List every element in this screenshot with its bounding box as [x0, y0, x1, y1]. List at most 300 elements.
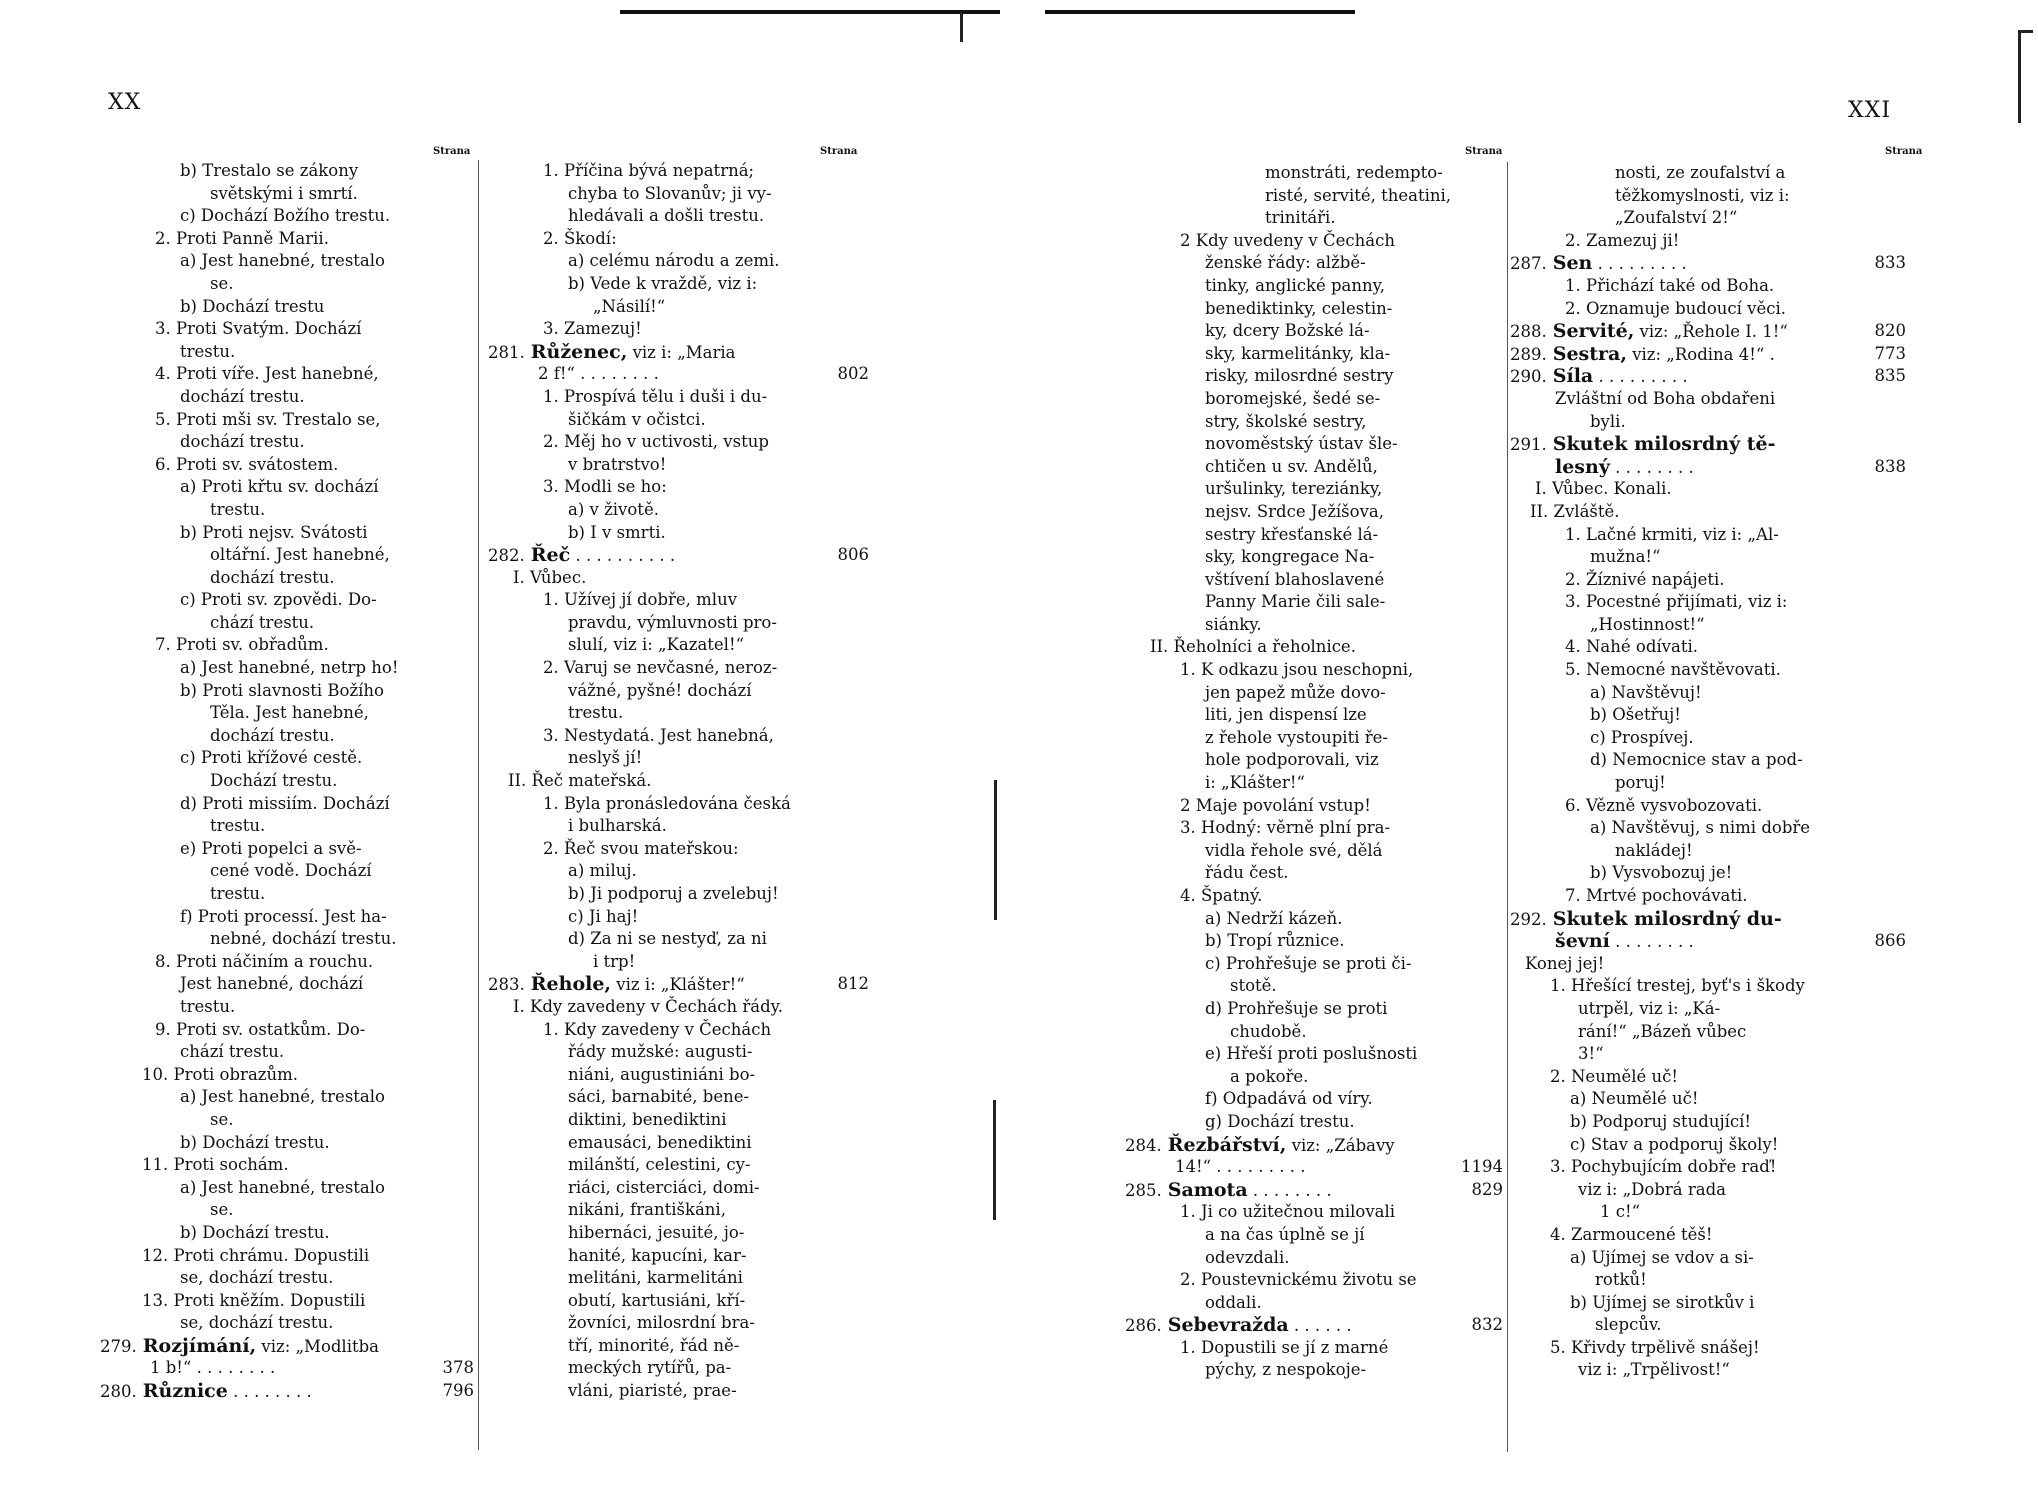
- page-reference: 820: [1874, 321, 1906, 341]
- entry-text: viz: „Řehole I. 1!“: [1634, 322, 1788, 342]
- entry-text: 3. Zamezuj!: [543, 319, 642, 339]
- entry-text: „Násilí!“: [593, 296, 666, 316]
- entry-text: v bratrstvo!: [568, 454, 667, 474]
- index-line: [1510, 975, 1910, 998]
- entry-text: 7. Proti sv. obřadům.: [155, 635, 329, 655]
- gutter-mark-lower: [993, 1100, 996, 1220]
- entry-text: odevzdali.: [1205, 1247, 1290, 1267]
- index-line: [1125, 162, 1507, 185]
- entry-headword: Řehole,: [530, 973, 612, 996]
- entry-text: dochází trestu.: [210, 567, 335, 587]
- entry-text: Panny Marie čili sale-: [1205, 592, 1386, 612]
- entry-text: 2. Škodí:: [543, 228, 617, 248]
- index-line: [100, 296, 478, 319]
- entry-text: monstráti, redempto-: [1265, 163, 1443, 182]
- index-line: [488, 409, 873, 432]
- entry-text: 1. Užívej jí dobře, mluv: [543, 590, 738, 610]
- entry-number: 279.: [100, 1336, 137, 1356]
- index-line: [1510, 524, 1910, 547]
- entry-text: sky, karmelitánky, kla-: [1205, 343, 1391, 363]
- index-line: [1125, 1201, 1507, 1224]
- entry-text: chyba to Slovanův; ji vy-: [568, 183, 772, 203]
- entry-text: . . . . . . . . .: [1593, 367, 1688, 387]
- entry-text: těžkomyslnosti, viz i:: [1615, 185, 1790, 205]
- index-line: [1510, 682, 1910, 705]
- index-line: [1510, 1066, 1910, 1089]
- entry-text: 2. Neumělé uč!: [1550, 1066, 1679, 1086]
- index-line: [1510, 230, 1910, 253]
- index-line: [100, 228, 478, 251]
- entry-text: se.: [210, 1109, 234, 1129]
- index-line: [100, 183, 478, 206]
- entry-number: 288.: [1510, 322, 1547, 342]
- index-line: [488, 1132, 873, 1155]
- entry-text: Konej jej!: [1525, 953, 1605, 973]
- index-line: [488, 544, 873, 567]
- entry-headword: Řezbářství,: [1167, 1133, 1287, 1156]
- index-line: [1125, 636, 1507, 659]
- entry-text: řády mužské: augusti-: [568, 1042, 753, 1062]
- index-line: [100, 1041, 478, 1064]
- index-line: [100, 160, 478, 183]
- index-line: [488, 386, 873, 409]
- entry-text: poruj!: [1615, 773, 1666, 793]
- entry-text: slepcův.: [1595, 1315, 1662, 1335]
- entry-text: „Zoufalství 2!“: [1615, 208, 1738, 228]
- index-line: [100, 476, 478, 499]
- index-line: [1125, 1021, 1507, 1044]
- entry-text: sky, kongregace Na-: [1205, 547, 1375, 567]
- index-line: [488, 883, 873, 906]
- index-line: [100, 747, 478, 770]
- entry-number: 280.: [100, 1382, 137, 1402]
- index-line: [1125, 998, 1507, 1021]
- index-line: [1510, 862, 1910, 885]
- index-line: [100, 431, 478, 454]
- page-reference: 802: [837, 364, 869, 384]
- entry-text: 5. Křivdy trpělivě snášej!: [1550, 1337, 1760, 1357]
- index-line: [488, 1357, 873, 1380]
- index-line: [488, 522, 873, 545]
- entry-number: 284.: [1125, 1135, 1162, 1155]
- index-line: [1510, 1043, 1910, 1066]
- entry-text: nebné, dochází trestu.: [210, 929, 397, 949]
- entry-text: nikáni, františkáni,: [568, 1200, 726, 1220]
- index-line: [100, 273, 478, 296]
- index-line: [100, 815, 478, 838]
- entry-text: viz i: „Dobrá rada: [1578, 1179, 1726, 1199]
- index-line: [1125, 1359, 1507, 1382]
- entry-text: se.: [210, 273, 234, 293]
- index-line: [488, 1177, 873, 1200]
- page-reference: 829: [1471, 1179, 1503, 1199]
- entry-text: 3. Nestydatá. Jest hanebná,: [543, 725, 774, 745]
- index-line: [100, 883, 478, 906]
- entry-text: žovníci, milosrdní bra-: [568, 1313, 755, 1333]
- entry-text: 1 c!“: [1600, 1202, 1641, 1222]
- index-line: [1125, 930, 1507, 953]
- entry-text: trestu.: [210, 816, 266, 836]
- index-line: [488, 996, 873, 1019]
- entry-text: 3. Proti Svatým. Dochází: [155, 319, 362, 339]
- index-line: [1510, 1021, 1910, 1044]
- index-line: [1510, 1314, 1910, 1337]
- index-line: [488, 1154, 873, 1177]
- index-line: [1125, 207, 1507, 230]
- index-line: [488, 273, 873, 296]
- entry-text: c) Prohřešuje se proti či-: [1205, 953, 1412, 973]
- page-reference: 866: [1874, 931, 1906, 951]
- index-line: [488, 205, 873, 228]
- index-line: [1125, 953, 1507, 976]
- entry-text: b) Ujímej se sirotkův i: [1570, 1292, 1755, 1312]
- index-line: [100, 318, 478, 341]
- index-line: [100, 1222, 478, 1245]
- index-line: [100, 522, 478, 545]
- entry-text: hanité, kapucíni, kar-: [568, 1245, 747, 1265]
- index-line: [100, 702, 478, 725]
- index-line: [488, 341, 873, 364]
- index-line: [1125, 908, 1507, 931]
- index-line: [1510, 365, 1910, 388]
- index-line: [1125, 433, 1507, 456]
- entry-text: se.: [210, 1200, 234, 1220]
- index-line: [100, 567, 478, 590]
- index-line: [100, 1154, 478, 1177]
- index-line: [488, 612, 873, 635]
- entry-text: 1. Příčina bývá nepatrná;: [543, 161, 755, 180]
- entry-text: 1. Kdy zavedeny v Čechách: [543, 1019, 772, 1039]
- index-line: [1125, 862, 1507, 885]
- index-line: [100, 499, 478, 522]
- page-reference: 796: [442, 1381, 474, 1401]
- index-line: [1125, 1314, 1507, 1337]
- page-reference: 832: [1471, 1315, 1503, 1335]
- entry-text: 13. Proti kněžím. Dopustili: [142, 1290, 366, 1310]
- entry-text: 4. Nahé odívati.: [1565, 637, 1698, 657]
- page-reference: 833: [1874, 253, 1906, 273]
- index-line: [1510, 1292, 1910, 1315]
- index-line: [1125, 772, 1507, 795]
- index-line: [1510, 636, 1910, 659]
- index-line: [100, 725, 478, 748]
- index-line: [1125, 388, 1507, 411]
- entry-text: emausáci, benediktini: [568, 1132, 752, 1152]
- entry-text: viz: „Modlitba: [256, 1336, 380, 1356]
- index-line: [488, 1245, 873, 1268]
- entry-text: 1. Lačné krmiti, viz i: „Al-: [1565, 524, 1779, 544]
- entry-number: 290.: [1510, 367, 1547, 387]
- entry-text: . . . . . . . .: [1247, 1180, 1332, 1200]
- entry-text: b) Ošetřuj!: [1590, 705, 1681, 725]
- entry-text: 2. Varuj se nevčasné, neroz-: [543, 658, 778, 678]
- entry-number: 289.: [1510, 344, 1547, 364]
- entry-text: Dochází trestu.: [210, 771, 338, 791]
- entry-text: dochází trestu.: [210, 725, 335, 745]
- index-line: [1510, 433, 1910, 456]
- entry-text: 1. Hřešící trestej, byť's i škody: [1550, 976, 1805, 996]
- index-line: [100, 589, 478, 612]
- index-line: [100, 1380, 478, 1403]
- entry-text: ky, dcery Božské lá-: [1205, 321, 1370, 341]
- entry-text: 4. Proti víře. Jest hanebné,: [155, 364, 379, 384]
- page-corner-mark: [2018, 30, 2033, 123]
- entry-headword: Sebevražda: [1167, 1314, 1289, 1337]
- entry-text: risky, milosrdné sestry: [1205, 366, 1394, 386]
- entry-text: a pokoře.: [1230, 1066, 1309, 1086]
- entry-text: rotků!: [1595, 1270, 1647, 1290]
- entry-number: 282.: [488, 546, 525, 566]
- index-line: [100, 928, 478, 951]
- entry-text: 8. Proti náčiním a rouchu.: [155, 951, 374, 971]
- index-column-1: [100, 160, 479, 1450]
- entry-headword: Různice: [142, 1380, 228, 1403]
- page-reference: 838: [1874, 456, 1906, 476]
- index-line: [1125, 343, 1507, 366]
- entry-text: tří, minorité, řád ně-: [568, 1335, 740, 1355]
- entry-headword: lesný: [1555, 455, 1610, 478]
- index-line: [1125, 252, 1507, 275]
- page-reference: 812: [837, 974, 869, 994]
- entry-text: 1. Dopustili se jí z marné: [1180, 1337, 1389, 1357]
- index-line: [100, 1177, 478, 1200]
- entry-text: 7. Mrtvé pochovávati.: [1565, 886, 1748, 905]
- index-line: [100, 1357, 478, 1380]
- entry-headword: Sen: [1552, 252, 1593, 275]
- entry-number: 287.: [1510, 254, 1547, 274]
- entry-text: rání!“ „Bázeň vůbec: [1578, 1021, 1747, 1041]
- strana-label-col1: Strana: [433, 146, 471, 157]
- index-line: [488, 725, 873, 748]
- index-line: [1125, 1111, 1507, 1134]
- entry-text: chudobě.: [1230, 1021, 1307, 1041]
- entry-text: a) Jest hanebné, trestalo: [180, 1177, 385, 1197]
- index-line: [1510, 1088, 1910, 1111]
- index-line: [1510, 614, 1910, 637]
- entry-text: viz i: „Klášter!“: [611, 975, 745, 995]
- entry-text: chází trestu.: [210, 612, 315, 632]
- entry-text: a) miluj.: [568, 861, 637, 881]
- index-line: [100, 409, 478, 432]
- index-line: [1510, 1179, 1910, 1202]
- index-line: [1125, 614, 1507, 637]
- entry-text: II. Zvláště.: [1530, 501, 1620, 521]
- index-line: [488, 1109, 873, 1132]
- entry-text: f) Odpadává od víry.: [1205, 1089, 1373, 1109]
- index-line: [1510, 569, 1910, 592]
- entry-text: 2. Řeč svou mateřskou:: [543, 838, 739, 858]
- entry-text: chází trestu.: [180, 1042, 285, 1062]
- entry-text: 1. Přichází také od Boha.: [1565, 275, 1775, 295]
- index-line: [100, 1109, 478, 1132]
- entry-text: byli.: [1590, 411, 1626, 431]
- index-line: [1510, 1359, 1910, 1382]
- index-line: [1125, 659, 1507, 682]
- index-line: [100, 860, 478, 883]
- entry-text: viz i: „Maria: [627, 342, 736, 362]
- index-line: [100, 680, 478, 703]
- entry-text: b) Ji podporuj a zvelebuj!: [568, 884, 779, 903]
- entry-text: hibernáci, jesuité, jo-: [568, 1222, 745, 1242]
- index-line: [1510, 1201, 1910, 1224]
- entry-text: d) Proti missiím. Dochází: [180, 793, 390, 813]
- entry-text: risté, servité, theatini,: [1265, 185, 1452, 205]
- entry-text: 11. Proti sochám.: [142, 1155, 289, 1175]
- entry-text: b) Podporuj studující!: [1570, 1111, 1752, 1131]
- index-line: [1510, 185, 1910, 208]
- entry-text: obutí, kartusiáni, kří-: [568, 1290, 746, 1310]
- entry-text: f) Proti processí. Jest ha-: [180, 906, 387, 926]
- entry-text: a na čas úplně se jí: [1205, 1224, 1365, 1244]
- index-line: [1510, 252, 1910, 275]
- index-line: [1125, 298, 1507, 321]
- index-line: [1510, 162, 1910, 185]
- entry-text: I. Kdy zavedeny v Čechách řády.: [513, 996, 784, 1016]
- index-line: [100, 973, 478, 996]
- entry-text: c) Proti sv. zpovědi. Do-: [180, 590, 377, 610]
- entry-headword: Růženec,: [530, 340, 628, 363]
- index-line: [488, 1064, 873, 1087]
- entry-text: siánky.: [1205, 614, 1262, 634]
- entry-text: stotě.: [1230, 976, 1277, 996]
- index-line: [488, 318, 873, 341]
- entry-number: 286.: [1125, 1316, 1162, 1336]
- top-edge-bar-left: [620, 10, 1000, 14]
- index-line: [488, 906, 873, 929]
- entry-text: vštívení blahoslavené: [1205, 569, 1385, 589]
- entry-text: nosti, ze zoufalství a: [1615, 163, 1786, 182]
- entry-text: meckých rytířů, pa-: [568, 1358, 732, 1378]
- index-line: [1125, 682, 1507, 705]
- entry-headword: Rozjímání,: [142, 1334, 257, 1357]
- entry-text: trestu.: [210, 499, 266, 519]
- entry-text: se, dochází trestu.: [180, 1313, 334, 1333]
- entry-text: b) Vysvobozuj je!: [1590, 863, 1733, 883]
- entry-text: g) Dochází trestu.: [1205, 1111, 1355, 1131]
- index-line: [488, 1380, 873, 1403]
- index-line: [488, 770, 873, 793]
- entry-text: c) Ji haj!: [568, 906, 639, 926]
- entry-text: novoměstský ústav šle-: [1205, 434, 1398, 454]
- entry-text: . . . . . . . .: [227, 1382, 312, 1402]
- entry-text: d) Za ni se nestyď, za ni: [568, 929, 767, 949]
- entry-text: a) Jest hanebné, netrp ho!: [180, 658, 399, 678]
- entry-text: i: „Klášter!“: [1205, 773, 1305, 793]
- entry-text: milánští, celestini, cy-: [568, 1155, 751, 1175]
- entry-text: Jest hanebné, dochází: [180, 974, 364, 994]
- index-line: [1125, 185, 1507, 208]
- entry-text: I. Vůbec. Konali.: [1535, 479, 1672, 499]
- index-line: [1125, 569, 1507, 592]
- index-line: [100, 951, 478, 974]
- entry-text: . . . . . . . . . .: [570, 546, 676, 566]
- index-line: [488, 702, 873, 725]
- index-line: [488, 183, 873, 206]
- entry-text: 1. Ji co užitečnou milovali: [1180, 1202, 1396, 1222]
- index-line: [100, 341, 478, 364]
- index-line: [488, 973, 873, 996]
- entry-text: se, dochází trestu.: [180, 1268, 334, 1288]
- index-line: [488, 476, 873, 499]
- entry-text: I. Vůbec.: [513, 567, 587, 587]
- entry-text: 4. Špatný.: [1180, 886, 1263, 905]
- index-line: [1510, 840, 1910, 863]
- gutter-mark-middle: [994, 780, 997, 920]
- index-line: [1125, 727, 1507, 750]
- entry-text: 1 b!“ . . . . . . . .: [150, 1358, 276, 1378]
- entry-text: e) Proti popelci a svě-: [180, 838, 362, 858]
- index-line: [1510, 1224, 1910, 1247]
- index-line: [1125, 1066, 1507, 1089]
- index-line: [1510, 456, 1910, 479]
- entry-text: a) Navštěvuj!: [1590, 682, 1702, 702]
- entry-text: c) Proti křížové cestě.: [180, 748, 363, 768]
- index-line: [1510, 930, 1910, 953]
- index-line: [1125, 975, 1507, 998]
- entry-text: 5. Proti mši sv. Trestalo se,: [155, 409, 381, 429]
- entry-text: světskými i smrtí.: [210, 183, 358, 203]
- entry-text: boromejské, šedé se-: [1205, 388, 1381, 408]
- index-line: [1510, 998, 1910, 1021]
- index-line: [100, 1245, 478, 1268]
- index-line: [488, 567, 873, 590]
- entry-text: 6. Proti sv. svátostem.: [155, 454, 339, 474]
- index-line: [488, 589, 873, 612]
- entry-text: b) Dochází trestu.: [180, 1132, 330, 1152]
- entry-text: viz i: „Trpělivost!“: [1578, 1360, 1730, 1380]
- entry-text: sáci, barnabité, bene-: [568, 1087, 750, 1107]
- index-line: [1125, 840, 1507, 863]
- entry-text: trestu.: [568, 703, 624, 723]
- index-line: [1510, 478, 1910, 501]
- entry-text: a) v životě.: [568, 499, 659, 519]
- gutter-mark-top: [960, 12, 963, 42]
- index-line: [1125, 1043, 1507, 1066]
- index-line: [488, 680, 873, 703]
- index-line: [1125, 275, 1507, 298]
- page-reference: 378: [442, 1358, 474, 1378]
- strana-label-col4: Strana: [1885, 146, 1923, 157]
- index-line: [1510, 1247, 1910, 1270]
- index-line: [100, 205, 478, 228]
- index-line: [1510, 727, 1910, 750]
- entry-text: stry, školské sestry,: [1205, 411, 1367, 431]
- entry-text: pravdu, výmluvnosti pro-: [568, 612, 777, 632]
- index-line: [488, 928, 873, 951]
- entry-text: i bulharská.: [568, 816, 667, 836]
- entry-text: b) Dochází trestu: [180, 296, 325, 316]
- entry-headword: Skutek milosrdný tě-: [1552, 433, 1776, 456]
- entry-text: II. Řeč mateřská.: [508, 771, 652, 791]
- index-line: [1125, 478, 1507, 501]
- entry-text: 2. Proti Panně Marii.: [155, 228, 329, 248]
- entry-text: a) Proti křtu sv. dochází: [180, 477, 379, 497]
- index-line: [100, 634, 478, 657]
- right-page-number: XXI: [1848, 98, 1892, 123]
- index-line: [1510, 1156, 1910, 1179]
- index-line: [1125, 320, 1507, 343]
- page-reference: 806: [837, 545, 869, 565]
- entry-text: 3!“: [1578, 1044, 1604, 1064]
- entry-text: 2. Měj ho v uctivosti, vstup: [543, 432, 769, 452]
- index-line: [1510, 704, 1910, 727]
- index-line: [488, 793, 873, 816]
- entry-text: 2. Zamezuj ji!: [1565, 230, 1680, 250]
- entry-text: 4. Zarmoucené těš!: [1550, 1224, 1713, 1244]
- entry-text: 2. Žíznivé napájeti.: [1565, 569, 1725, 589]
- entry-text: 2 Kdy uvedeny v Čechách: [1180, 230, 1395, 250]
- entry-text: trestu.: [210, 884, 266, 903]
